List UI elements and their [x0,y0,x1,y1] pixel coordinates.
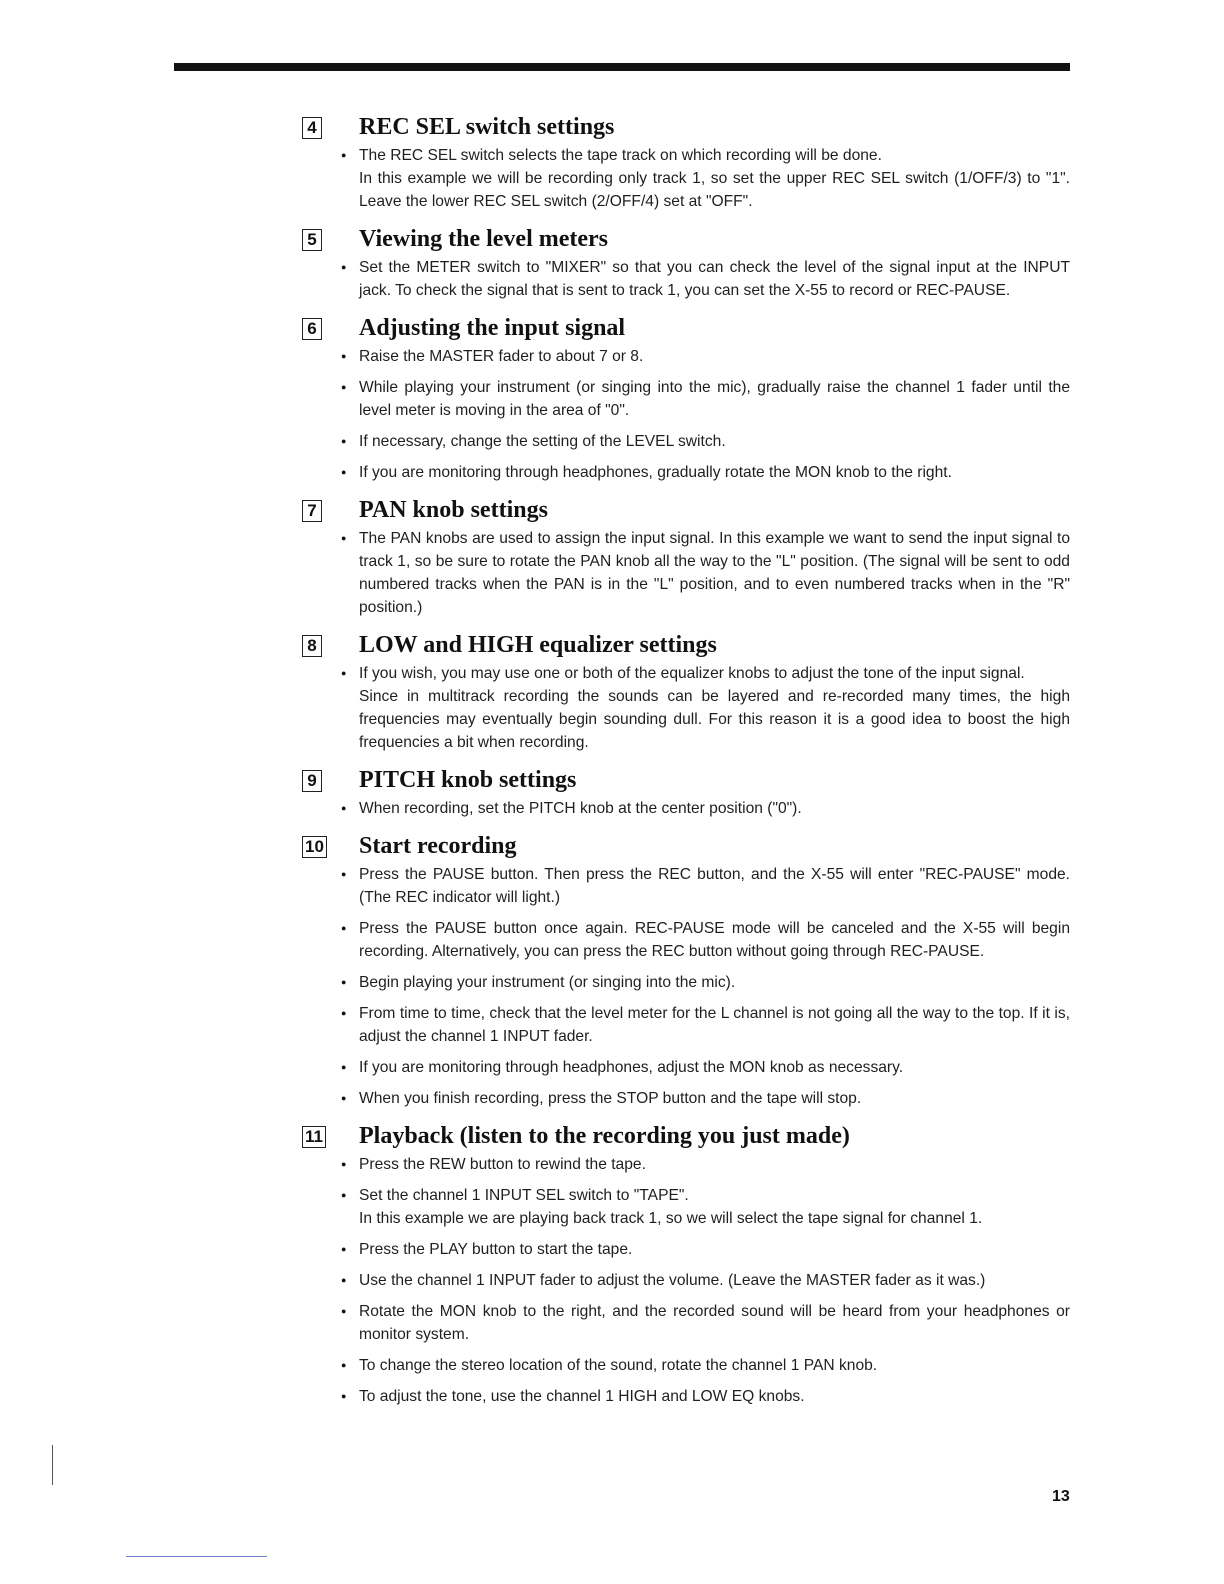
section-header [305,1121,1070,1151]
bullet-item [314,430,1070,453]
section-8 [307,630,1070,754]
bullet-text: ● Use the channel 1 INPUT fader to adjust the volume. (Leave the MASTER fader as it was.) [359,1272,986,1289]
step-number-badge: 6 [302,318,322,340]
bullet-text: In this example we will be recording only track 1, so set the upper REC SEL switch (1/OFF/3) to "1". Leave the lower REC SEL switch (2/OFF/4) set at "OFF". [359,170,1070,210]
step-number-badge: 10 [302,836,327,858]
step-number-badge: 9 [302,770,322,792]
bullet-text: ● Rotate the MON knob to the right, and the recorded sound will be heard from your headphones or monitor system. [359,1303,1070,1343]
bullet-text: ● Press the REW button to rewind the tape. [359,1156,646,1173]
section-title: Start recording [359,833,517,859]
bullet-text: ● Press the PAUSE button once again. REC-PAUSE mode will be canceled and the X-55 will begin recording. Alternatively, you can press the REC button without going through REC-PAUSE. [359,920,1070,960]
bullet-text: In this example we are playing back track 1, so we will select the tape signal for channel 1. [359,1210,983,1227]
section-title: REC SEL switch settings [359,114,615,140]
bullet-item [314,1184,1070,1230]
section-title: Adjusting the input signal [359,315,626,341]
bullet-text: ● Raise the MASTER fader to about 7 or 8. [359,348,644,365]
section-9 [307,765,1070,820]
top-rule [174,63,1070,71]
bullet-list [314,797,1070,820]
bullet-item [314,1002,1070,1048]
bullet-text: ● If you are monitoring through headphones, gradually rotate the MON knob to the right. [359,464,952,481]
bullet-item [314,863,1070,909]
section-6 [307,313,1070,484]
section-7 [307,495,1070,619]
manual-content [305,112,1070,1419]
bullet-item [314,1087,1070,1110]
bullet-item [314,527,1070,619]
section-title: Playback (listen to the recording you just made) [359,1123,850,1149]
bullet-item [314,917,1070,963]
bullet-list [314,144,1070,213]
section-4 [307,112,1070,213]
section-header [307,313,1070,343]
section-title: PITCH knob settings [359,767,577,793]
section-11 [305,1121,1070,1408]
bullet-item [314,797,1070,820]
section-title: Viewing the level meters [359,226,609,252]
bullet-list [314,256,1070,302]
bullet-item [314,1238,1070,1261]
bullet-text: ● The REC SEL switch selects the tape track on which recording will be done. [359,147,882,164]
bullet-text: ● If necessary, change the setting of the LEVEL switch. [359,433,726,450]
bullet-text: ● From time to time, check that the level meter for the L channel is not going all the way to the top. If it is, adjust the channel 1 INPUT fader. [359,1005,1070,1045]
bullet-text: ● Press the PAUSE button. Then press the REC button, and the X-55 will enter "REC-PAUSE" mode. (The REC indicator will light.) [359,866,1070,906]
bullet-text: ● To change the stereo location of the sound, rotate the channel 1 PAN knob. [359,1357,878,1374]
bullet-text: ● While playing your instrument (or singing into the mic), gradually raise the channel 1 fader until the level meter is moving in the area of "0". [359,379,1070,419]
bullet-text: ● Begin playing your instrument (or singing into the mic). [359,974,736,991]
bullet-text: ● If you are monitoring through headphones, adjust the MON knob as necessary. [359,1059,904,1076]
bullet-list [314,527,1070,619]
bullet-item [314,1354,1070,1377]
bullet-item [314,1269,1070,1292]
bullet-item [314,345,1070,368]
bullet-item [314,376,1070,422]
bullet-text: ● When you finish recording, press the STOP button and the tape will stop. [359,1090,862,1107]
section-5 [307,224,1070,302]
bullet-text: ● Set the METER switch to "MIXER" so that you can check the level of the signal input at the INPUT jack. To check the signal that is sent to track 1, you can set the X-55 to record or REC-PAUSE. [359,259,1070,299]
bullet-item [314,1056,1070,1079]
step-number-badge: 11 [302,1126,326,1148]
step-number-badge: 4 [302,117,322,139]
section-title: PAN knob settings [359,497,548,523]
bullet-text: Since in multitrack recording the sounds can be layered and re-recorded many times, the high frequencies may eventually begin sounding dull. For this reason it is a good idea to boost the high frequencies a bit when recording. [359,688,1070,751]
step-number-badge: 7 [302,500,322,522]
bullet-text: ● If you wish, you may use one or both of the equalizer knobs to adjust the tone of the input signal. [359,665,1025,682]
bullet-item [314,461,1070,484]
section-header [307,112,1070,142]
section-10 [305,831,1070,1110]
bottom-rule [126,1556,267,1557]
bullet-item [314,1300,1070,1346]
bullet-text: ● Set the channel 1 INPUT SEL switch to "TAPE". [359,1187,689,1204]
bullet-list [314,863,1070,1110]
bullet-list [314,345,1070,484]
page-number: 13 [1052,1488,1070,1505]
bullet-item [314,256,1070,302]
section-header [307,224,1070,254]
bullet-text: ● The PAN knobs are used to assign the input signal. In this example we want to send the input signal to track 1, so be sure to rotate the PAN knob all the way to the "L" position. (The signal will be sent to odd numbered tracks when the PAN is in the "L" position, and to even numbered tracks when in the "R" position.) [359,530,1070,616]
bullet-list [314,1153,1070,1408]
section-header [307,495,1070,525]
bullet-item [314,662,1070,754]
bullet-list [314,662,1070,754]
bullet-item [314,1385,1070,1408]
bullet-item [314,144,1070,213]
bullet-item [314,971,1070,994]
section-header [307,765,1070,795]
section-header [307,630,1070,660]
bullet-item [314,1153,1070,1176]
step-number-badge: 5 [302,229,322,251]
scan-margin-mark [52,1445,53,1485]
section-title: LOW and HIGH equalizer settings [359,632,717,658]
bullet-text: ● Press the PLAY button to start the tape. [359,1241,633,1258]
bullet-text: ● To adjust the tone, use the channel 1 HIGH and LOW EQ knobs. [359,1388,805,1405]
section-header [305,831,1070,861]
step-number-badge: 8 [302,635,322,657]
bullet-text: ● When recording, set the PITCH knob at the center position ("0"). [359,800,802,817]
